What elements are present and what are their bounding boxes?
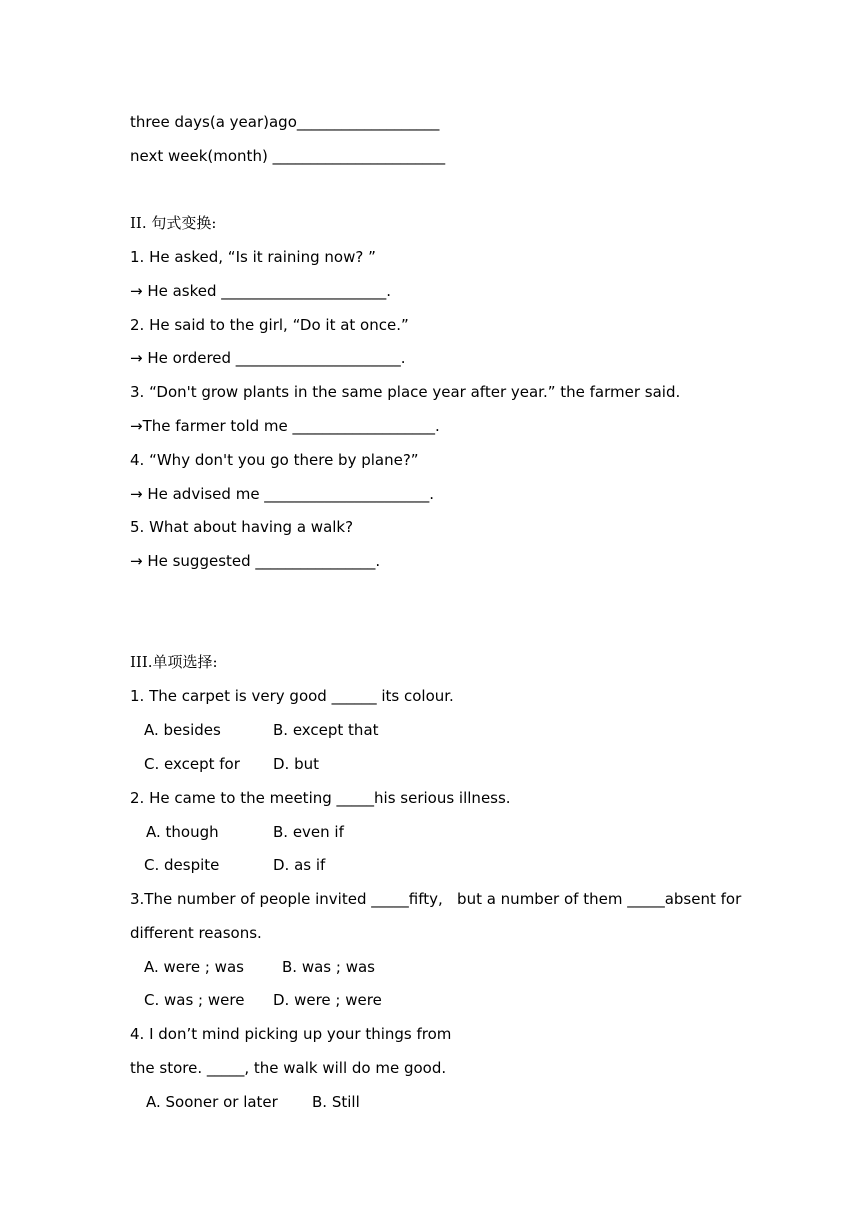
s3-q1-option-c: C. except for (144, 755, 240, 773)
section3-heading: III.单项选择: (130, 653, 218, 671)
s3-q2-option-c: C. despite (144, 856, 220, 874)
s2-q3: 3. “Don't grow plants in the same place year after year.” the farmer said. (130, 383, 681, 401)
s3-q1-option-a: A. besides (144, 721, 221, 739)
s3-q3-option-b: B. was ; was (282, 958, 375, 976)
s2-a5: → He suggested ________________. (130, 552, 381, 570)
s3-q4-stem-1: 4. I don’t mind picking up your things from (130, 1025, 452, 1043)
s3-q1-option-b: B. except that (273, 721, 379, 739)
s3-q3-stem-2: different reasons. (130, 924, 262, 942)
time-phrase-2: next week(month) _______________________ (130, 147, 446, 165)
s3-q3-option-a: A. were ; was (144, 958, 244, 976)
s2-a1: → He asked ______________________. (130, 282, 392, 300)
s3-q2-option-b: B. even if (273, 823, 344, 841)
s2-q1: 1. He asked, “Is it raining now? ” (130, 248, 376, 266)
s3-q1-option-d: D. but (273, 755, 319, 773)
s3-q3-stem-1: 3.The number of people invited _____fifty, but a number of them _____absent for (130, 890, 742, 908)
s2-a3: →The farmer told me ___________________. (130, 417, 440, 435)
s2-a2: → He ordered ______________________. (130, 349, 406, 367)
s2-q4: 4. “Why don't you go there by plane?” (130, 451, 419, 469)
s3-q2-option-d: D. as if (273, 856, 326, 874)
s2-a4: → He advised me ______________________. (130, 485, 435, 503)
section2-heading: II. 句式变换: (130, 214, 217, 232)
s3-q4-option-b: B. Still (312, 1093, 360, 1111)
s3-q3-option-c: C. was ; were (144, 991, 245, 1009)
s3-q3-option-d: D. were ; were (273, 991, 382, 1009)
s3-q2-option-a: A. though (146, 823, 219, 841)
s3-q4-option-a: A. Sooner or later (146, 1093, 278, 1111)
s2-q2: 2. He said to the girl, “Do it at once.” (130, 316, 409, 334)
s2-q5: 5. What about having a walk? (130, 518, 354, 536)
s3-q2-stem: 2. He came to the meeting _____his serious illness. (130, 789, 511, 807)
s3-q1-stem: 1. The carpet is very good ______ its colour. (130, 687, 454, 705)
time-phrase-1: three days(a year)ago___________________ (130, 113, 440, 131)
s3-q4-stem-2: the store. _____, the walk will do me good. (130, 1059, 447, 1077)
